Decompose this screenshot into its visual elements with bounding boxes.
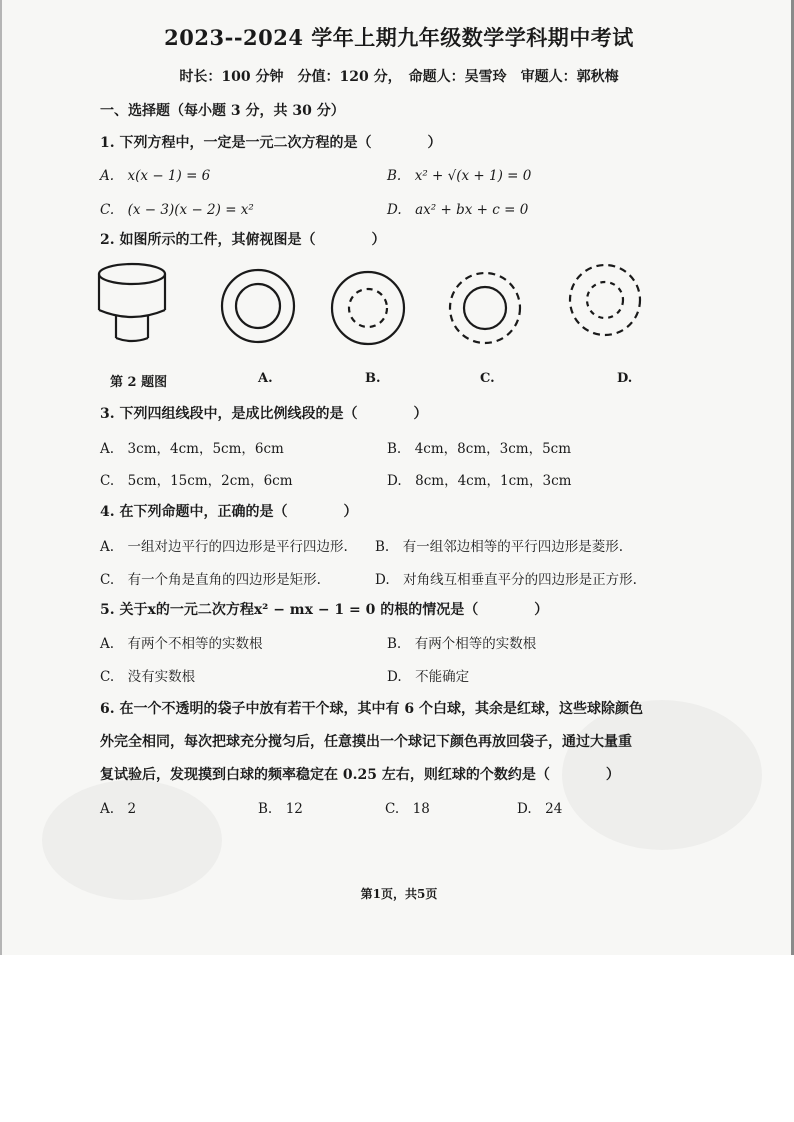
figure-option-c-label: C. [480,371,495,386]
page-footer: 第1页，共5页 [360,887,438,901]
figure-2-label: 第 2 题图 [110,375,168,390]
question-4-stem: 4. 在下列命题中，正确的是（ ） [100,504,358,520]
question-6-line-2: 外完全相同，每次把球充分搅匀后，任意摸出一个球记下颜色再放回袋子，通过大量重 [100,734,632,750]
question-1-stem: 1. 下列方程中，一定是一元二次方程的是（ ） [100,135,442,151]
option-c-figure [450,273,520,343]
question-4-option-a: A. 一组对边平行的四边形是平行四边形. [100,539,348,555]
question-3-option-d: D. 8cm，4cm，1cm，3cm [387,473,572,489]
question-5-option-c: C. 没有实数根 [100,669,196,685]
question-6-option-c: C. 18 [385,801,430,817]
figure-option-a-label: A. [258,371,273,386]
question-3-option-b: B. 4cm，8cm，3cm，5cm [387,441,572,457]
figure-option-d-label: D. [617,371,633,386]
question-1-option-b: B. x² + √(x + 1) = 0 [387,168,532,184]
question-5-stem: 5. 关于x的一元二次方程x² − mx − 1 = 0 的根的情况是（ ） [100,602,549,618]
option-a-figure [222,270,294,342]
question-5-option-d: D. 不能确定 [387,669,470,685]
option-b-figure [332,272,404,344]
question-6-option-a: A. 2 [100,801,137,817]
workpiece-figure [99,264,165,341]
question-6-line-1: 6. 在一个不透明的袋子中放有若干个球，其中有 6 个白球，其余是红球，这些球除颜色 [100,701,643,717]
question-6-option-d: D. 24 [517,801,563,817]
exam-info: 时长：100 分钟 分值：120 分， 命题人：吴雪玲 审题人：郭秋梅 [179,69,619,85]
figure-option-b-label: B. [365,371,381,386]
section-heading: 一、选择题（每小题 3 分，共 30 分） [100,103,345,119]
question-3-stem: 3. 下列四组线段中，是成比例线段的是（ ） [100,406,428,422]
question-3-option-c: C. 5cm，15cm，2cm，6cm [100,473,293,489]
question-4-option-d: D. 对角线互相垂直平分的四边形是正方形. [375,572,637,588]
question-2-stem: 2. 如图所示的工件，其俯视图是（ ） [100,232,386,248]
question-4-option-b: B. 有一组邻边相等的平行四边形是菱形. [375,539,624,555]
question-1-option-c: C. (x − 3)(x − 2) = x² [100,202,254,218]
question-5-option-b: B. 有两个相等的实数根 [387,636,537,652]
question-3-option-a: A. 3cm，4cm，5cm，6cm [100,441,284,457]
question-6-option-b: B. 12 [258,801,303,817]
question-6-line-3: 复试验后，发现摸到白球的频率稳定在 0.25 左右，则红球的个数约是（ ） [100,767,620,783]
exam-title: 2023--2024 学年上期九年级数学学科期中考试 [164,25,634,50]
question-5-option-a: A. 有两个不相等的实数根 [100,636,263,652]
question-1-option-d: D. ax² + bx + c = 0 [387,202,529,218]
option-d-figure [570,265,640,335]
question-1-option-a: A. x(x − 1) = 6 [100,168,211,184]
question-4-option-c: C. 有一个角是直角的四边形是矩形. [100,572,321,588]
question-2-figures [92,258,672,358]
